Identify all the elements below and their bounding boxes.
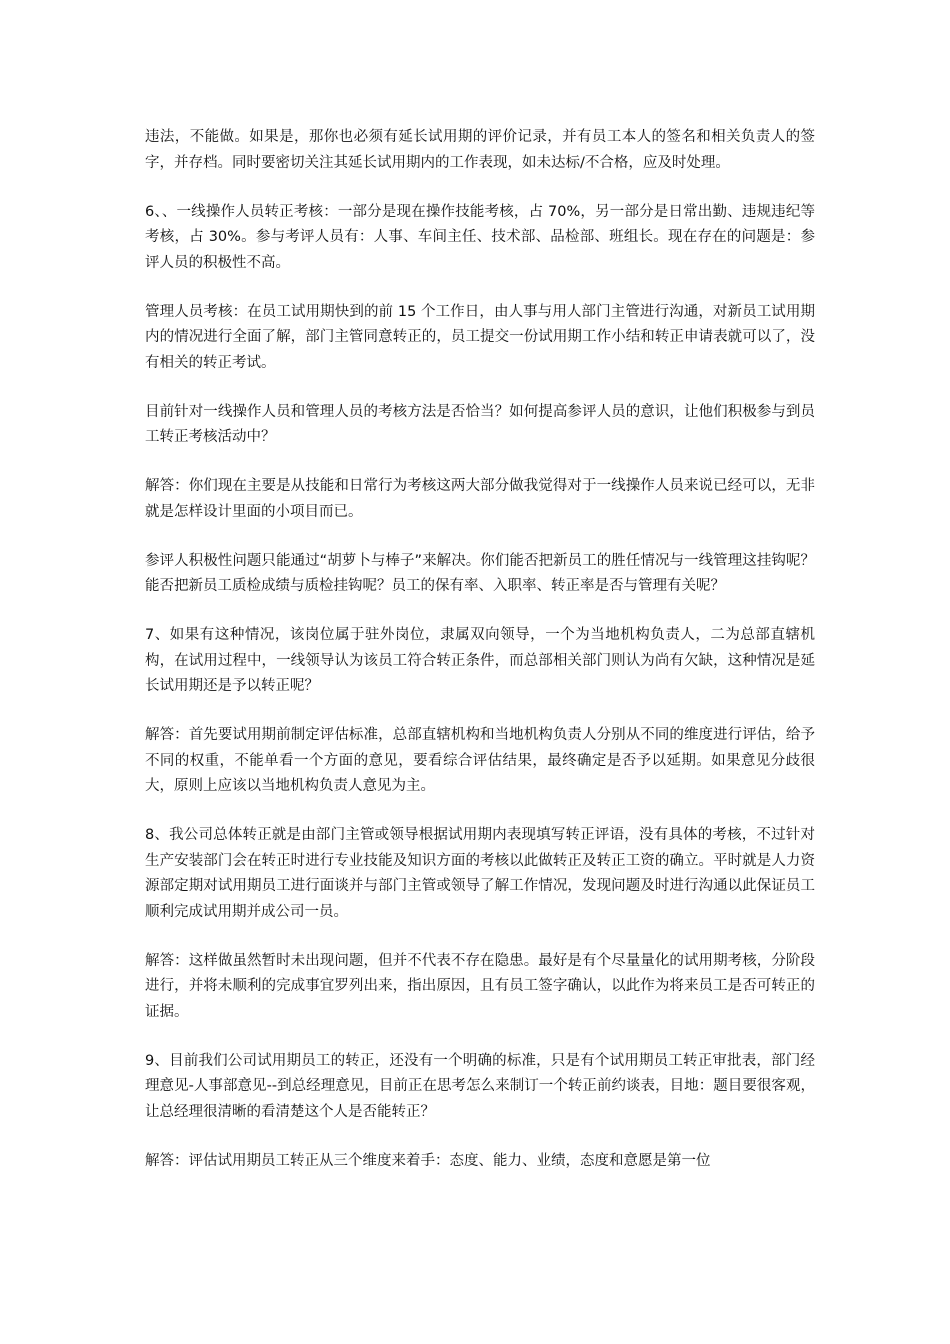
paragraph-3: 管理人员考核：在员工试用期快到的前 15 个工作日，由人事与用人部门主管进行沟通，对新员工试用期内的情况进行全面了解，部门主管同意转正的，员工提交一份试用期工作小结和转正申请表就可以了，没有相关的转正考试。: [145, 303, 815, 371]
paragraph-6: 参评人积极性问题只能通过“胡萝卜与棒子”来解决。你们能否把新员工的胜任情况与一线管理这挂钩呢？能否把新员工质检成绩与质检挂钩呢？员工的保有率、入职率、转正率是否与管理有关呢？: [145, 552, 815, 594]
document-body: [145, 125, 815, 1198]
paragraph-1: 违法，不能做。如果是，那你也必须有延长试用期的评价记录，并有员工本人的签名和相关负责人的签字，并存档。同时要密切关注其延长试用期内的工作表现，如未达标/不合格，应及时处理。: [145, 129, 815, 171]
paragraph-9: 8、我公司总体转正就是由部门主管或领导根据试用期内表现填写转正评语，没有具体的考核，不过针对生产安装部门会在转正时进行专业技能及知识方面的考核以此做转正及转正工资的确立。平时就是人力资源部定期对试用期员工进行面谈并与部门主管或领导了解工作情况，发现问题及时进行沟通以此保证员工顺利完成试用期并成公司一员。: [145, 827, 815, 920]
paragraph-4: 目前针对一线操作人员和管理人员的考核方法是否恰当？如何提高参评人员的意识，让他们积极参与到员工转正考核活动中？: [145, 403, 815, 445]
paragraph-11: 9、目前我们公司试用期员工的转正，还没有一个明确的标准，只是有个试用期员工转正审批表，部门经理意见-人事部意见--到总经理意见，目前正在思考怎么来制订一个转正前约谈表，目地：题目要很客观，让总经理很清晰的看清楚这个人是否能转正？: [145, 1052, 815, 1120]
paragraph-5: 解答：你们现在主要是从技能和日常行为考核这两大部分做我觉得对于一线操作人员来说已经可以，无非就是怎样设计里面的小项目而已。: [145, 478, 815, 520]
paragraph-8: 解答：首先要试用期前制定评估标准，总部直辖机构和当地机构负责人分别从不同的维度进行评估，给予不同的权重，不能单看一个方面的意见，要看综合评估结果，最终确定是否予以延期。如果意见分歧很大，原则上应该以当地机构负责人意见为主。: [145, 727, 815, 794]
paragraph-7: 7、如果有这种情况，该岗位属于驻外岗位，隶属双向领导，一个为当地机构负责人，二为总部直辖机构，在试用过程中，一线领导认为该员工符合转正条件，而总部相关部门则认为尚有欠缺，这种情况是延长试用期还是予以转正呢？: [145, 627, 815, 694]
paragraph-10: 解答：这样做虽然暂时未出现问题，但并不代表不存在隐患。最好是有个尽量量化的试用期考核，分阶段进行，并将未顺利的完成事宜罗列出来，指出原因，且有员工签字确认，以此作为将来员工是否可转正的证据。: [145, 952, 815, 1020]
paragraph-2: 6、、一线操作人员转正考核：一部分是现在操作技能考核，占 70%，另一部分是日常出勤、违规违纪等考核，占 30%。参与考评人员有：人事、车间主任、技术部、品检部、班组长。现在存在的问题是：参评人员的积极性不高。: [145, 203, 815, 271]
paragraph-12: 解答：评估试用期员工转正从三个维度来着手：态度、能力、业绩，态度和意愿是第一位: [145, 1152, 711, 1169]
